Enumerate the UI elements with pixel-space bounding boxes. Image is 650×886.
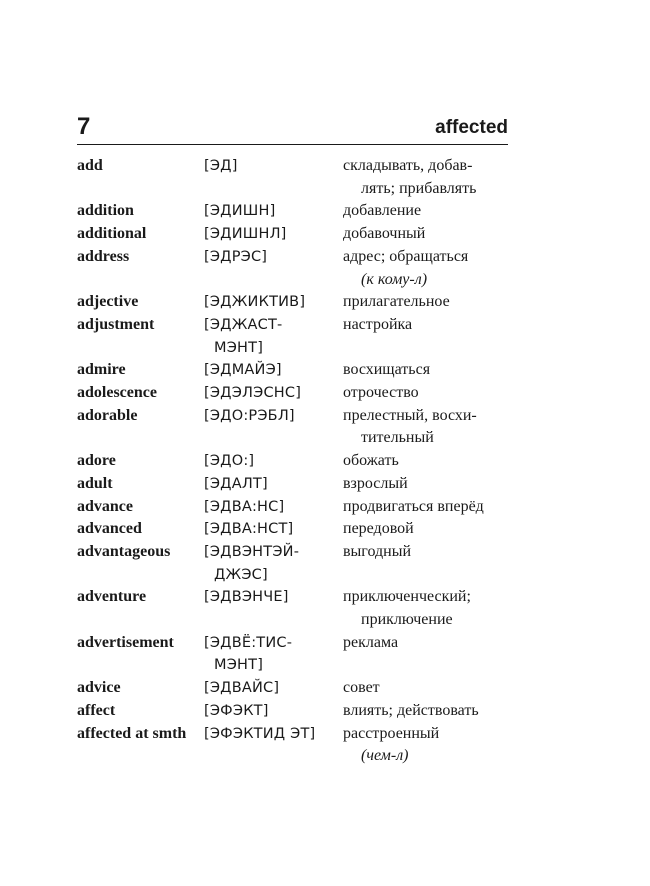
list-item <box>77 518 517 541</box>
translation: отрочество <box>343 384 419 402</box>
headword: adore <box>77 452 116 470</box>
headword: affected at smth <box>77 724 187 742</box>
pronunciation: [ЭДВА:НС] <box>204 498 285 515</box>
headword: advanced <box>77 520 142 538</box>
pronunciation: [ЭДЖИКТИВ] <box>204 294 306 311</box>
headword: affect <box>77 701 116 719</box>
translation: складывать, добав- лять; прибавлять <box>343 157 477 197</box>
list-item <box>77 291 517 314</box>
headword: adult <box>77 474 113 492</box>
headword: advantageous <box>77 542 171 560</box>
pronunciation: [ЭДВЭНЧЕ] <box>204 589 289 606</box>
translation: адрес; обращаться (к кому-л) <box>343 247 469 288</box>
pronunciation: [ЭДВА:НСТ] <box>204 521 294 538</box>
translation: влиять; действовать <box>343 701 479 719</box>
pronunciation: [ЭФЭКТИД ЭТ] <box>204 725 316 742</box>
pronunciation: [ЭФЭКТ] <box>204 702 269 719</box>
list-item <box>77 405 517 450</box>
translation: приключенческий; приключение <box>343 588 471 629</box>
headword: adolescence <box>77 384 157 402</box>
entry-list <box>77 155 517 768</box>
pronunciation: [ЭДРЭС] <box>204 248 268 265</box>
headword: additional <box>77 225 147 243</box>
headword: admire <box>77 361 126 379</box>
list-item <box>77 723 517 768</box>
translation: продвигаться вперёд <box>343 497 484 515</box>
list-item <box>77 382 517 405</box>
list-item <box>77 223 517 246</box>
pronunciation: [ЭДИШН] <box>204 203 276 220</box>
headword: advertisement <box>77 633 174 651</box>
translation: передовой <box>343 520 414 538</box>
headword: advance <box>77 497 133 515</box>
list-item <box>77 541 517 586</box>
list-item <box>77 246 517 291</box>
translation: настройка <box>343 315 413 333</box>
list-item <box>77 473 517 496</box>
pronunciation: [ЭДАЛТ] <box>204 475 268 492</box>
pronunciation: [ЭД] <box>204 158 238 174</box>
pronunciation: [ЭДВЭНТЭЙ- ДЖЭС] <box>204 543 300 583</box>
list-item <box>77 314 517 359</box>
translation: добавление <box>343 202 422 220</box>
pronunciation: [ЭДИШНЛ] <box>204 226 287 243</box>
list-item <box>77 586 517 631</box>
headword: add <box>77 157 103 174</box>
translation: реклама <box>343 633 399 651</box>
translation: совет <box>343 679 380 697</box>
translation: восхищаться <box>343 361 431 379</box>
pronunciation: [ЭДО:РЭБЛ] <box>204 407 295 424</box>
pronunciation: [ЭДЭЛЭСНС] <box>204 385 302 402</box>
list-item <box>77 677 517 700</box>
headword: advice <box>77 679 121 697</box>
headword: address <box>77 247 130 265</box>
translation: добавочный <box>343 225 426 243</box>
translation: прелестный, восхи- тительный <box>343 406 477 447</box>
headword: adjustment <box>77 315 155 333</box>
page-number: 7 <box>77 113 91 140</box>
translation: выгодный <box>343 542 412 560</box>
pronunciation: [ЭДО:] <box>204 453 255 470</box>
page-header <box>77 112 508 145</box>
translation: прилагательное <box>343 293 450 311</box>
list-item <box>77 155 517 200</box>
list-item <box>77 359 517 382</box>
pronunciation: [ЭДВЁ:ТИС- МЭНТ] <box>204 634 293 674</box>
list-item <box>77 632 517 677</box>
translation: взрослый <box>343 474 408 492</box>
running-head: affected <box>435 117 508 138</box>
list-item <box>77 700 517 723</box>
headword: addition <box>77 202 134 220</box>
pronunciation: [ЭДЖАСТ- МЭНТ] <box>204 316 283 356</box>
headword: adventure <box>77 588 147 606</box>
list-item <box>77 450 517 473</box>
list-item <box>77 200 517 223</box>
list-item <box>77 496 517 519</box>
headword: adjective <box>77 293 139 311</box>
pronunciation: [ЭДМАЙЭ] <box>204 362 282 379</box>
pronunciation: [ЭДВАЙС] <box>204 680 280 697</box>
headword: adorable <box>77 406 138 424</box>
translation: расстроенный (чем-л) <box>343 724 440 765</box>
translation: обожать <box>343 452 399 470</box>
